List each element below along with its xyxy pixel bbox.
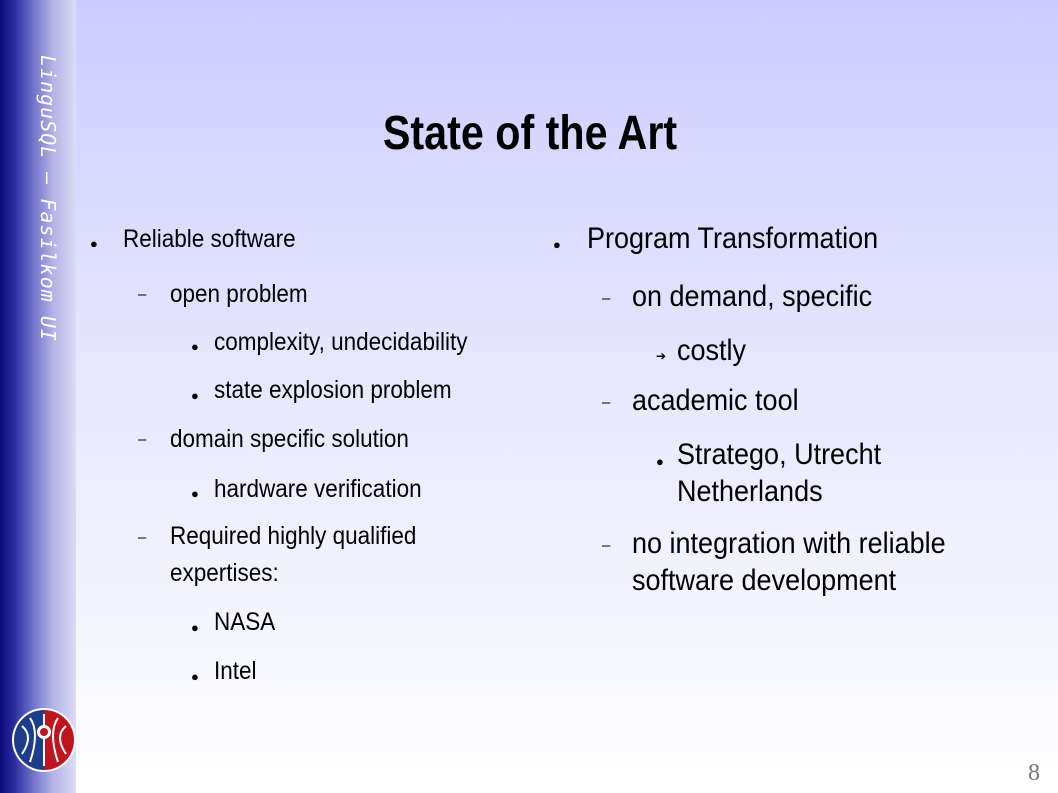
left-sub3-item: Intel: [214, 657, 257, 685]
arrow-icon: ➔: [656, 349, 667, 363]
bullet-icon: ●: [90, 236, 98, 251]
bullet-icon: ●: [191, 620, 199, 635]
bullet-icon: ●: [656, 454, 664, 469]
left-sub2: domain specific solution: [170, 425, 409, 453]
right-heading: Program Transformation: [587, 222, 879, 255]
dash-icon: –: [602, 537, 611, 554]
right-sub2-item-line2: Netherlands: [677, 475, 823, 508]
slide-title: State of the Art: [382, 107, 678, 160]
dash-icon: –: [138, 431, 147, 448]
right-sub1: on demand, specific: [632, 280, 873, 313]
bullet-icon: ●: [191, 388, 199, 403]
left-sub1: open problem: [170, 280, 308, 308]
right-sub2-item-line1: Stratego, Utrecht: [677, 438, 882, 471]
right-sub1-arrow-item: costly: [677, 334, 747, 367]
university-logo: [10, 706, 78, 774]
dash-icon: –: [138, 286, 147, 303]
dash-icon: –: [138, 529, 147, 546]
dash-icon: –: [602, 394, 611, 411]
left-sub3-line2: expertises:: [170, 559, 279, 587]
left-sub3-item: NASA: [214, 608, 276, 636]
right-sub3-line2: software development: [632, 564, 897, 597]
sidebar-title: LinguSQL – Fasilkom UI: [36, 55, 60, 342]
bullet-icon: ●: [191, 486, 199, 501]
bullet-icon: ●: [553, 237, 561, 252]
sidebar: [0, 0, 76, 793]
left-sub1-item: complexity, undecidability: [214, 328, 468, 356]
left-sub3-line1: Required highly qualified: [170, 522, 417, 550]
slide-number: 8: [1028, 760, 1040, 786]
right-sub2: academic tool: [632, 384, 799, 417]
left-sub1-item: state explosion problem: [214, 376, 452, 404]
bullet-icon: ●: [191, 339, 199, 354]
right-sub3-line1: no integration with reliable: [632, 527, 946, 560]
bullet-icon: ●: [191, 669, 199, 684]
left-heading: Reliable software: [123, 225, 296, 253]
dash-icon: –: [602, 290, 611, 307]
left-sub2-item: hardware verification: [214, 475, 422, 503]
